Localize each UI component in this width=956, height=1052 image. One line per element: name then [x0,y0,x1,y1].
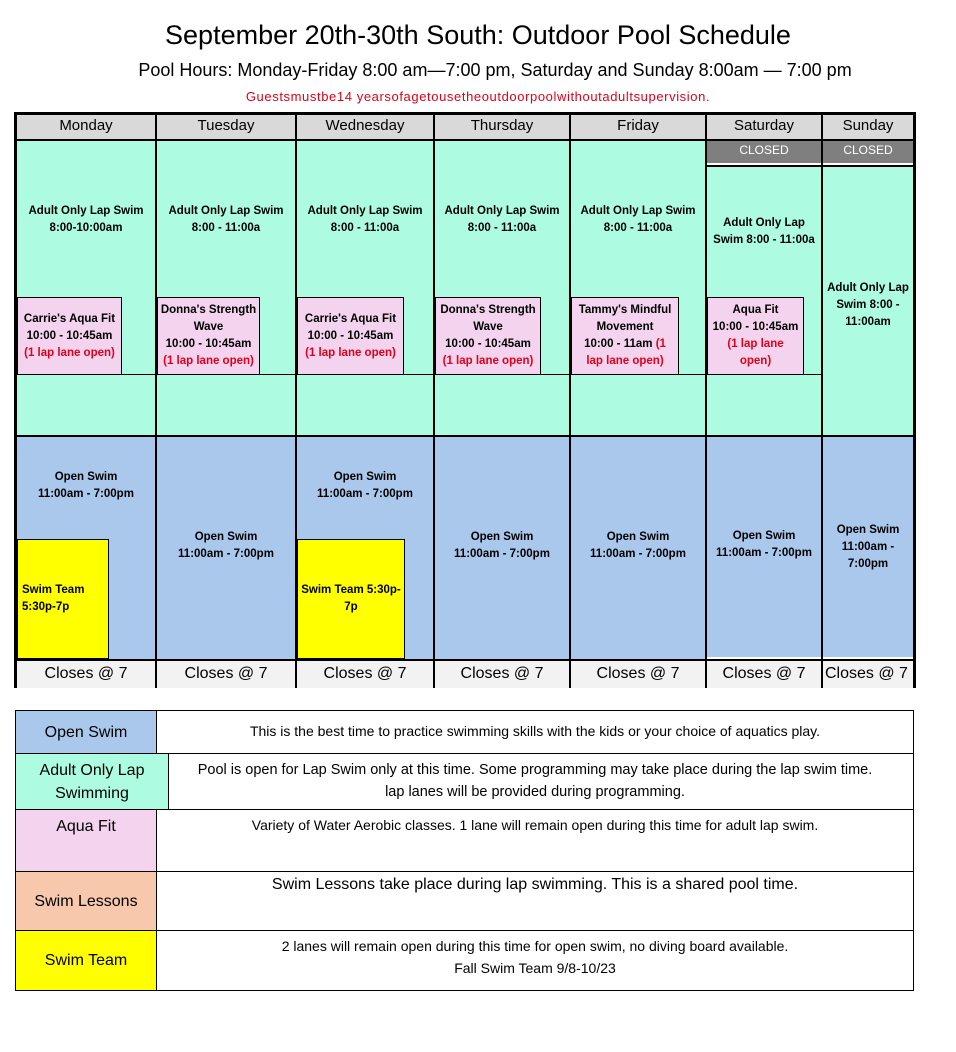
legend-desc-lap-swim: Pool is open for Lap Swim only at this time. Some programming may take place during the lap swim time. lap lanes will be provided during programming. [197,762,873,800]
legend-desc-swim-lessons: Swim Lessons take place during lap swimming. This is a shared pool time. [271,876,799,893]
friday-open-swim: Open Swim 11:00am - 7:00pm [590,531,686,560]
day-header-friday: Friday [571,115,705,139]
day-header-sunday: Sunday [823,115,913,139]
legend-key-swim-lessons: Swim Lessons [16,872,157,930]
wednesday-lap-swim: Adult Only Lap Swim 8:00 - 11:00a [307,205,423,234]
monday-aqua-fit-class: Carrie's Aqua Fit 10:00 - 10:45am (1 lap lane open) [17,297,122,375]
guest-age-note: Guestsmustbe14 yearsofagetousetheoutdoorpoolwithoutadultsupervision. [245,89,711,104]
legend-desc-swim-team: 2 lanes will remain open during this time for open swim, no diving board available. Fall Swim Team 9/8-10/23 [281,938,789,976]
saturday-aqua-fit-class: Aqua Fit 10:00 - 10:45am (1 lap lane open) [707,297,804,375]
legend-key-open-swim: Open Swim [16,711,157,753]
thursday-closes: Closes @ 7 [435,661,569,688]
saturday-closed-bar: CLOSED [707,139,821,163]
legend-desc-aqua-fit: Variety of Water Aerobic classes. 1 lane will remain open during this time for adult lap swim. [251,817,819,833]
legend-desc-open-swim: This is the best time to practice swimming skills with the kids or your choice of aquatics play. [249,723,821,739]
tuesday-closes: Closes @ 7 [157,661,295,688]
sunday-open-swim: Open Swim 11:00am - 7:00pm [836,523,900,570]
closed-divider [707,165,913,167]
lap-row-divider [17,374,823,375]
thursday-strength-wave-class: Donna's Strength Wave 10:00 - 10:45am (1 lap lane open) [435,297,541,375]
legend-row-swim-lessons [16,872,913,931]
monday-closes: Closes @ 7 [17,661,155,688]
sunday-closed-bar: CLOSED [823,139,913,163]
tuesday-strength-wave-class: Donna's Strength Wave 10:00 - 10:45am (1 lap lane open) [157,297,260,375]
day-header-monday: Monday [17,115,155,139]
friday-closes: Closes @ 7 [571,661,705,688]
legend-key-aqua-fit: Aqua Fit [16,810,157,871]
legend-row-swim-team [16,931,913,990]
wednesday-swim-team: Swim Team 5:30p- 7p [297,539,405,659]
wednesday-open-swim: Open Swim 11:00am - 7:00pm [317,471,413,500]
saturday-closes: Closes @ 7 [707,661,821,688]
monday-swim-team: Swim Team 5:30p-7p [17,539,109,659]
legend-key-swim-team: Swim Team [16,931,157,990]
friday-lap-swim: Adult Only Lap Swim 8:00 - 11:00a [580,205,696,234]
page-title: September 20th-30th South: Outdoor Pool Schedule [165,20,791,50]
day-header-saturday: Saturday [707,115,821,139]
lap-open-divider [17,435,913,437]
thursday-open-swim: Open Swim 11:00am - 7:00pm [454,531,550,560]
legend-row-aqua-fit [16,810,913,872]
wednesday-closes: Closes @ 7 [297,661,433,688]
tuesday-lap-swim: Adult Only Lap Swim 8:00 - 11:00a [168,205,284,234]
pool-hours: Pool Hours: Monday-Friday 8:00 am—7:00 pm, Saturday and Sunday 8:00am — 7:00 pm [138,60,852,80]
saturday-lap-swim: Adult Only Lap Swim 8:00 - 11:00a [713,217,815,246]
saturday-open-swim: Open Swim 11:00am - 7:00pm [716,530,812,559]
header-divider [17,139,913,141]
column-line [821,115,823,688]
day-header-wednesday: Wednesday [297,115,433,139]
legend-row-lap-swim [16,754,913,810]
day-header-tuesday: Tuesday [157,115,295,139]
thursday-lap-swim: Adult Only Lap Swim 8:00 - 11:00a [444,205,560,234]
sunday-closes: Closes @ 7 [823,661,913,688]
monday-open-swim: Open Swim 11:00am - 7:00pm [38,471,134,500]
legend-key-lap-swim: Adult Only Lap Swimming [16,754,169,809]
tuesday-open-swim: Open Swim 11:00am - 7:00pm [178,531,274,560]
legend-row-open-swim [16,711,913,754]
day-header-thursday: Thursday [435,115,569,139]
friday-mindful-movement-class: Tammy's Mindful Movement 10:00 - 11am (1 lap lane open) [571,297,679,375]
legend-table [15,710,914,991]
monday-lap-swim: Adult Only Lap Swim 8:00-10:00am [28,205,144,234]
schedule-grid [14,112,916,688]
wednesday-aqua-fit-class: Carrie's Aqua Fit 10:00 - 10:45am (1 lap lane open) [297,297,404,375]
sunday-lap-swim: Adult Only Lap Swim 8:00 - 11:00am [827,281,909,328]
